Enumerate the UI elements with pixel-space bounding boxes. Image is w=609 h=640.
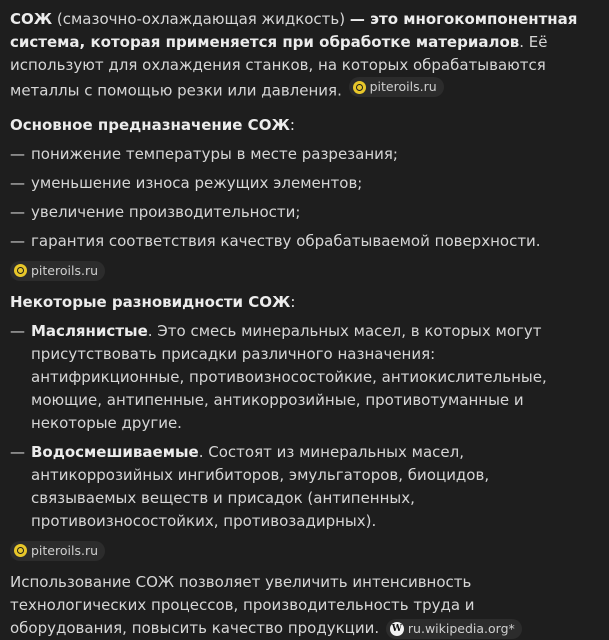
types-heading-text: Некоторые разновидности СОЖ xyxy=(10,292,291,311)
source-label: ru.wikipedia.org* xyxy=(407,620,515,636)
conclusion-text: Использование СОЖ позволяет увеличить интенсивность технологических процессов, производительность труда и оборудования, повысить качество продукции. xyxy=(10,572,475,637)
purpose-list xyxy=(10,143,579,253)
source-label: piteroils.ru xyxy=(369,79,437,94)
conclusion-paragraph xyxy=(10,571,579,640)
types-heading xyxy=(10,291,579,314)
source-badge[interactable] xyxy=(10,541,105,561)
intro-bold-definition: — это многокомпонентная система, которая применяется при обработке материалов xyxy=(10,10,578,51)
piteroils-logo-icon xyxy=(353,81,366,94)
list-item: — увеличение производительности; xyxy=(10,201,579,224)
type-description: . Это смесь минеральных масел, в которых могут присутствовать присадки различного назначения: антифрикционные, противоизносостойкие, антиокислительные, моющие, антипенные, антикоррозийные, противотуманные и некоторые другие. xyxy=(31,321,547,432)
intro-rest: . Её используют для охлаждения станков, на которых обрабатываются металлы с помощью резки или давления. xyxy=(10,33,548,100)
types-heading-colon: : xyxy=(290,292,296,311)
type-name: Водосмешиваемые xyxy=(31,442,199,461)
piteroils-logo-icon xyxy=(14,544,27,557)
types-list xyxy=(10,320,579,533)
source-label: piteroils.ru xyxy=(31,542,99,558)
list-item: — понижение температуры в месте разрезания; xyxy=(10,143,579,166)
type-name: Маслянистые xyxy=(31,321,148,340)
purpose-heading-colon: : xyxy=(289,115,295,134)
list-item xyxy=(10,320,579,435)
intro-expansion: (смазочно-охлаждающая жидкость) xyxy=(52,10,350,28)
piteroils-logo-icon xyxy=(14,264,27,277)
list-item: — уменьшение износа режущих элементов; xyxy=(10,172,579,195)
list-item: — гарантия соответствия качеству обрабатываемой поверхности. xyxy=(10,230,579,253)
wikipedia-icon: W xyxy=(391,623,402,634)
intro-paragraph xyxy=(10,8,579,103)
type-description: . Состоят из минеральных масел, антикоррозийных ингибиторов, эмульгаторов, биоцидов, связываемых веществ и присадок (антипенных, противоизносостойких, противозадирных). xyxy=(31,442,490,530)
list-item xyxy=(10,441,579,533)
source-badge[interactable] xyxy=(386,619,522,639)
source-badge[interactable] xyxy=(10,261,105,281)
intro-term: СОЖ xyxy=(10,10,53,28)
purpose-heading xyxy=(10,114,579,137)
purpose-heading-text: Основное предназначение СОЖ xyxy=(10,115,290,134)
source-label: piteroils.ru xyxy=(31,262,99,278)
source-badge[interactable] xyxy=(349,77,444,97)
